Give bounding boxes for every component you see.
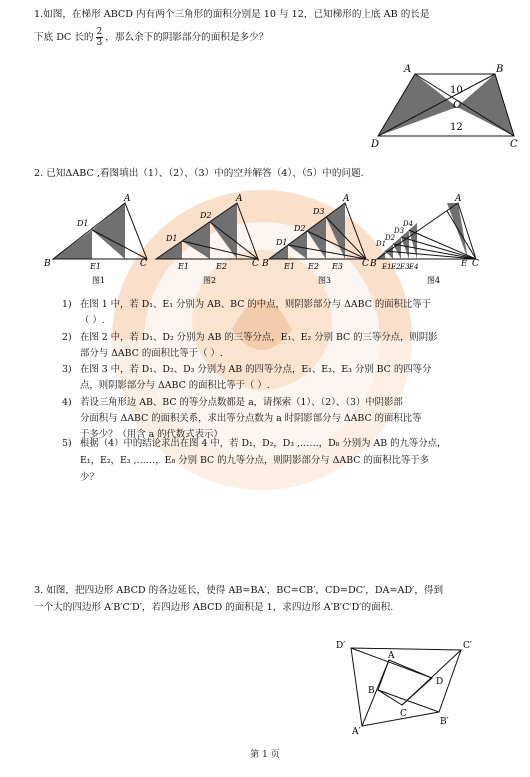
fig1-label-d1: D1 [77,219,89,228]
q2-item-4-number: 4) [62,397,72,408]
q3-ext-bc [378,690,439,712]
fig2-label-d2: D2 [200,211,212,220]
q2-item-5-line-3: 少？ [80,472,99,483]
q3-label-b-prime: B′ [440,717,449,727]
fig1-label-e1: E1 [90,262,101,271]
q1-text-line1: 1.如图，在梯形 ABCD 内有两个三角形的面积分别是 10 与 12，已知梯形的上底 AB 的长是 [34,9,430,20]
fig4-label-b: B [370,259,377,269]
fig4-caption: 图4 [427,276,441,285]
q3-text-line1: 3. 如图，把四边形 ABCD 的各边延长，使得 AB=BA′，BC=CB′，CD=DC′，DA=AD′，得到 [34,585,444,596]
fig3-caption: 图3 [318,276,332,285]
q2-intro: 2. 已知ΔABC ,看图填出（1）、（2）、（3）中的空并解答（4）、（5）中的问题. [34,168,364,179]
q1-label-a: A [404,64,412,75]
q1-area-top: 10 [450,85,463,96]
q2-item-1-number: 1) [62,299,72,310]
q2-item-5-number: 5) [62,438,72,449]
q1-label-b: B [496,64,504,75]
q1-line2-after: ，那么余下的阴影部分的面积是多少？ [105,32,269,43]
fig1-caption: 图1 [92,276,106,285]
q3-label-c: C [400,709,407,719]
q3-label-d-prime: D′ [336,641,346,651]
fig2-label-a: A [236,194,243,204]
q2-item-1-line-2: （ ）. [80,315,105,326]
q3-label-b: B [368,686,375,696]
page-number: 第 1 页 [250,750,280,760]
q1-fraction-denominator: 3 [96,38,103,48]
q2-item-2-number: 2) [62,332,72,343]
q3-label-c-prime: C′ [463,641,472,651]
fig3-label-e2: E2 [308,262,319,271]
q2-item-5-line-1: 根据（4）中的结论求出在图 4 中，若 D₁，D₂，D₃ ,……，D₈ 分别为 AB 的九等分点， [80,438,447,449]
q1-label-o: O [453,100,462,111]
q2-item-4-line-2: 分面积与 ΔABC 的面积关系，求出等分点数为 a 时阴影部分与 ΔABC 的面积比等 [80,413,422,424]
q1-area-bottom: 12 [450,122,463,133]
q1-label-d: D [371,139,380,150]
q2-item-1-line-1: 在图 1 中，若 D₁、E₁ 分别为 AB、BC 的中点，则阴影部分与 ΔABC 的面积比等于 [80,299,432,310]
fig3-label-e3: E3 [332,262,343,271]
q2-item-3-line-1: 在图 3 中，若 D₁、D₂、D₃ 分别为 AB 的四等分点，E₁、E₂、E₃ 分别 BC 的四等分 [80,364,432,375]
fig4-label-e3: E3 [400,263,410,271]
fig4-label-a: A [455,194,462,204]
q2-item-2-line-1: 在图 2 中，若 D₁、D₂ 分别为 AB 的三等分点，E₁、E₂ 分别 BC 的三等分点，则阴影 [80,332,438,343]
q2-item-4-line-3: 于多少？（用含 a 的代数式表示） [80,429,223,440]
fig3-label-a: A [343,194,350,204]
q3-label-d: D [436,677,444,687]
fig3-label-c: C [362,259,369,269]
q3-text-line2: 一个大的四边形 A′B′C′D′，若四边形 ABCD 的面积是 1，求四边形 A′B′C′D′的面积. [34,602,394,613]
fig3-label-d2: D2 [294,224,306,233]
q1-fraction-numerator: 2 [96,27,103,37]
fig3-label-d1: D1 [276,238,288,247]
q3-label-a: A [388,651,395,661]
fig4-label-e1: E1 [382,263,392,271]
q2-item-4-line-1: 若设三角形边 AB、BC 的等分点数都是 a，请探索（1）、（2）、（3）中阴影部 [80,397,403,408]
fig2-label-e2: E2 [216,262,227,271]
fig3-label-e1: E1 [284,262,295,271]
fig1-label-b: B [44,259,51,269]
fig2-label-c: C [252,259,259,269]
q1-label-c: C [510,139,518,150]
fig3-label-d3: D3 [313,207,325,216]
fig4-label-d3: D3 [394,227,405,235]
fig4-label-e2: E2 [391,263,401,271]
q3-label-a-prime: A′ [352,727,361,737]
fig1-label-c: C [140,259,147,269]
fig4-label-d1: D1 [376,240,387,248]
fig1-label-a: A [124,194,131,204]
fig2-label-d1: D1 [166,234,178,243]
q2-item-3-line-2: 点，则阴影部分与 ΔABC 的面积比等于（ ）. [80,380,270,391]
fig4-label-e-last: E [461,259,467,268]
fig4-label-c: C [472,259,479,269]
fig3-label-b: B [262,259,269,269]
q2-item-5-line-2: E₁，E₂，E₃ ,……，E₈ 分别 BC 的九等分点，则阴影部分与 ΔABC 的面积比等于多 [80,455,430,466]
q1-line2-before: 下底 DC 长的 [34,32,94,43]
fig2-label-e1: E1 [178,262,189,271]
fig4-label-d2: D2 [385,234,396,242]
q2-item-2-line-2: 部分与 ΔABC 的面积比等于（ ）. [80,348,223,359]
fig4-label-e4: E4 [409,263,419,271]
q2-item-3-number: 3) [62,364,72,375]
fig2-caption: 图2 [203,276,217,285]
fig4-label-d4: D4 [403,220,414,228]
